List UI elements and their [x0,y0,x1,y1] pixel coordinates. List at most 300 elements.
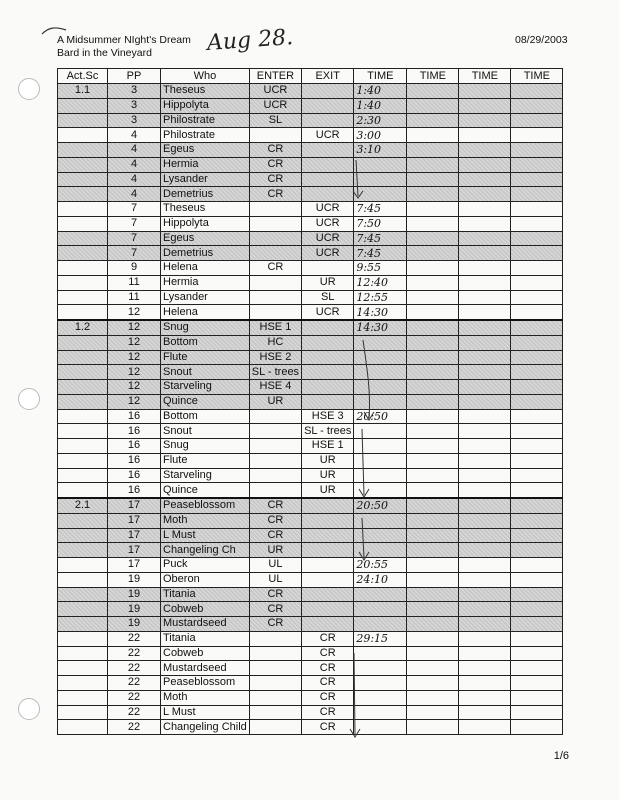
empty-time-cell [511,424,563,439]
time-cell: 7:45 [354,231,407,246]
empty-time-cell [511,365,563,380]
empty-time-cell [407,483,459,498]
empty-time-cell [511,172,563,187]
col-time-4: TIME [511,69,563,84]
empty-time-cell [407,275,459,290]
schedule-row [58,498,563,513]
empty-time-cell [511,261,563,276]
schedule-row [58,365,563,380]
who-cell: Starveling [161,380,250,395]
empty-time-cell [407,720,459,735]
who-cell: Flute [161,453,250,468]
empty-time-cell [459,305,511,320]
pp-cell: 4 [108,187,161,202]
schedule-row [58,275,563,290]
schedule-row [58,335,563,350]
who-cell: Changeling Child [161,720,250,735]
enter-cell: CR [249,602,301,617]
handwritten-date: Aug 28. [206,25,294,56]
pp-cell: 22 [108,690,161,705]
enter-cell: UR [249,543,301,558]
empty-time-cell [459,113,511,128]
empty-time-cell [407,335,459,350]
empty-time-cell [459,468,511,483]
who-cell: Snug [161,320,250,335]
empty-time-cell [459,98,511,113]
act-cell [58,587,108,602]
empty-time-cell [511,498,563,513]
enter-cell [249,231,301,246]
print-date: 08/29/2003 [515,34,568,46]
empty-time-cell [459,290,511,305]
act-cell [58,558,108,573]
exit-cell [302,187,354,202]
empty-time-cell [407,528,459,543]
empty-time-cell [459,587,511,602]
act-cell [58,543,108,558]
empty-time-cell [459,513,511,528]
empty-time-cell [407,202,459,217]
schedule-row [58,84,563,99]
act-cell [58,113,108,128]
exit-cell: SL [302,290,354,305]
enter-cell [249,661,301,676]
pp-cell: 17 [108,498,161,513]
time-cell: 2:30 [354,113,407,128]
pp-cell: 3 [108,113,161,128]
empty-time-cell [511,143,563,158]
enter-cell [249,453,301,468]
act-cell [58,202,108,217]
act-cell [58,424,108,439]
exit-cell: UR [302,453,354,468]
act-cell [58,365,108,380]
who-cell: Demetrius [161,187,250,202]
pp-cell: 12 [108,365,161,380]
empty-time-cell [407,216,459,231]
pp-cell: 11 [108,290,161,305]
enter-cell [249,439,301,454]
col-who: Who [161,69,250,84]
act-cell [58,216,108,231]
empty-time-cell [407,439,459,454]
enter-cell: UCR [249,98,301,113]
enter-cell: CR [249,172,301,187]
pp-cell: 12 [108,394,161,409]
schedule-row [58,676,563,691]
empty-time-cell [459,617,511,632]
empty-time-cell [407,290,459,305]
schedule-row [58,350,563,365]
who-cell: Titania [161,587,250,602]
act-cell [58,380,108,395]
pp-cell: 22 [108,720,161,735]
enter-cell: CR [249,261,301,276]
empty-time-cell [407,409,459,424]
act-cell [58,231,108,246]
pp-cell: 16 [108,468,161,483]
act-cell [58,483,108,498]
empty-time-cell [459,128,511,143]
schedule-row [58,468,563,483]
pp-cell: 3 [108,84,161,99]
who-cell: Peaseblossom [161,676,250,691]
who-cell: Puck [161,558,250,573]
who-cell: Helena [161,261,250,276]
schedule-row [58,705,563,720]
empty-time-cell [407,394,459,409]
empty-time-cell [459,320,511,335]
schedule-row [58,216,563,231]
exit-cell: CR [302,661,354,676]
binder-hole-top [18,78,40,100]
who-cell: Theseus [161,202,250,217]
enter-cell: HSE 1 [249,320,301,335]
exit-cell: SL - trees [302,424,354,439]
who-cell: Demetrius [161,246,250,261]
act-cell [58,275,108,290]
empty-time-cell [459,453,511,468]
enter-cell: CR [249,157,301,172]
who-cell: Philostrate [161,128,250,143]
act-cell [58,676,108,691]
act-cell [58,128,108,143]
empty-time-cell [407,380,459,395]
exit-cell [302,572,354,587]
empty-time-cell [459,558,511,573]
exit-cell: UCR [302,305,354,320]
empty-time-cell [511,453,563,468]
who-cell: Hermia [161,275,250,290]
act-cell [58,290,108,305]
who-cell: Quince [161,483,250,498]
pp-cell: 19 [108,602,161,617]
empty-time-cell [511,409,563,424]
act-cell [58,720,108,735]
who-cell: L Must [161,705,250,720]
exit-cell [302,558,354,573]
pp-cell: 22 [108,646,161,661]
empty-time-cell [407,661,459,676]
empty-time-cell [511,335,563,350]
pp-cell: 16 [108,424,161,439]
who-cell: Snout [161,424,250,439]
schedule-row [58,380,563,395]
exit-cell [302,498,354,513]
enter-cell: UL [249,558,301,573]
who-cell: Changeling Ch [161,543,250,558]
act-cell [58,305,108,320]
schedule-row [58,572,563,587]
empty-time-cell [459,676,511,691]
time-cell: 24:10 [354,572,407,587]
time-cell: 20:50 [354,409,407,424]
who-cell: Lysander [161,172,250,187]
act-cell [58,246,108,261]
who-cell: Bottom [161,335,250,350]
pp-cell: 4 [108,172,161,187]
exit-cell: UCR [302,216,354,231]
who-cell: Moth [161,690,250,705]
empty-time-cell [511,305,563,320]
act-cell [58,439,108,454]
enter-cell: HC [249,335,301,350]
enter-cell: CR [249,528,301,543]
pp-cell: 19 [108,572,161,587]
who-cell: Mustardseed [161,617,250,632]
empty-time-cell [511,439,563,454]
empty-time-cell [459,690,511,705]
exit-cell: UR [302,483,354,498]
empty-time-cell [407,602,459,617]
empty-time-cell [511,558,563,573]
col-time-2: TIME [407,69,459,84]
time-cell: 1:40 [354,84,407,99]
empty-time-cell [459,631,511,646]
enter-cell [249,690,301,705]
empty-time-cell [407,143,459,158]
schedule-row [58,157,563,172]
act-cell [58,617,108,632]
time-cell: 7:45 [354,246,407,261]
who-cell: Snout [161,365,250,380]
empty-time-cell [511,98,563,113]
enter-cell: CR [249,187,301,202]
time-cell [354,587,407,602]
schedule-row [58,143,563,158]
who-cell: Oberon [161,572,250,587]
who-cell: Flute [161,350,250,365]
continuation-arrow [354,427,374,499]
empty-time-cell [511,661,563,676]
enter-cell [249,246,301,261]
pp-cell: 12 [108,350,161,365]
schedule-row [58,602,563,617]
pp-cell: 11 [108,275,161,290]
empty-time-cell [511,275,563,290]
empty-time-cell [407,453,459,468]
exit-cell [302,617,354,632]
empty-time-cell [407,261,459,276]
pp-cell: 7 [108,202,161,217]
who-cell: Mustardseed [161,661,250,676]
enter-cell [249,290,301,305]
enter-cell [249,424,301,439]
who-cell: Cobweb [161,646,250,661]
schedule-row [58,587,563,602]
empty-time-cell [459,187,511,202]
empty-time-cell [407,98,459,113]
enter-cell [249,468,301,483]
exit-cell [302,113,354,128]
empty-time-cell [511,157,563,172]
exit-cell: HSE 3 [302,409,354,424]
empty-time-cell [511,572,563,587]
empty-time-cell [459,246,511,261]
time-cell: 20:55 [354,558,407,573]
empty-time-cell [407,172,459,187]
empty-time-cell [459,350,511,365]
schedule-row [58,202,563,217]
empty-time-cell [511,513,563,528]
pp-cell: 22 [108,705,161,720]
empty-time-cell [407,365,459,380]
empty-time-cell [511,602,563,617]
empty-time-cell [407,631,459,646]
exit-cell [302,350,354,365]
pp-cell: 22 [108,676,161,691]
act-cell [58,528,108,543]
empty-time-cell [407,128,459,143]
time-cell: 3:00 [354,128,407,143]
empty-time-cell [511,84,563,99]
pp-cell: 7 [108,231,161,246]
exit-cell [302,157,354,172]
schedule-row [58,172,563,187]
empty-time-cell [407,705,459,720]
enter-cell [249,646,301,661]
time-cell: 12:40 [354,275,407,290]
empty-time-cell [459,602,511,617]
empty-time-cell [511,216,563,231]
pp-cell: 17 [108,558,161,573]
empty-time-cell [407,187,459,202]
schedule-row [58,439,563,454]
empty-time-cell [407,350,459,365]
schedule-row [58,483,563,498]
exit-cell: CR [302,720,354,735]
act-cell [58,690,108,705]
act-cell [58,335,108,350]
pp-cell: 4 [108,143,161,158]
exit-cell: CR [302,676,354,691]
schedule-row [58,453,563,468]
schedule-row [58,409,563,424]
empty-time-cell [459,720,511,735]
empty-time-cell [407,572,459,587]
empty-time-cell [407,231,459,246]
exit-cell: UCR [302,128,354,143]
schedule-row [58,631,563,646]
empty-time-cell [407,498,459,513]
act-cell [58,172,108,187]
col-pp: PP [108,69,161,84]
pp-cell: 7 [108,246,161,261]
pp-cell: 17 [108,528,161,543]
continuation-arrow [348,158,368,203]
pp-cell: 16 [108,483,161,498]
empty-time-cell [407,468,459,483]
empty-time-cell [459,439,511,454]
enter-cell [249,483,301,498]
act-cell [58,513,108,528]
empty-time-cell [511,646,563,661]
pp-cell: 19 [108,587,161,602]
enter-cell [249,631,301,646]
act-cell: 1.2 [58,320,108,335]
who-cell: Theseus [161,84,250,99]
exit-cell [302,380,354,395]
exit-cell [302,528,354,543]
empty-time-cell [511,468,563,483]
empty-time-cell [459,572,511,587]
who-cell: Quince [161,394,250,409]
schedule-row [58,261,563,276]
pp-cell: 22 [108,661,161,676]
empty-time-cell [511,202,563,217]
empty-time-cell [407,246,459,261]
exit-cell [302,543,354,558]
empty-time-cell [511,631,563,646]
time-cell: 3:10 [354,143,407,158]
empty-time-cell [459,84,511,99]
who-cell: Egeus [161,143,250,158]
pp-cell: 16 [108,453,161,468]
enter-cell: UCR [249,84,301,99]
pp-cell: 19 [108,617,161,632]
who-cell: Philostrate [161,113,250,128]
enter-cell: SL - trees [249,365,301,380]
pp-cell: 16 [108,409,161,424]
schedule-row [58,187,563,202]
act-cell [58,394,108,409]
empty-time-cell [511,380,563,395]
schedule-row [58,513,563,528]
document-title: A Midsummer NIght's Dream [57,34,191,46]
exit-cell [302,513,354,528]
schedule-row [58,543,563,558]
empty-time-cell [459,275,511,290]
empty-time-cell [459,261,511,276]
exit-cell: UCR [302,231,354,246]
empty-time-cell [459,705,511,720]
schedule-row [58,424,563,439]
act-cell [58,261,108,276]
empty-time-cell [511,720,563,735]
enter-cell: SL [249,113,301,128]
schedule-row [58,231,563,246]
pp-cell: 4 [108,157,161,172]
empty-time-cell [407,690,459,705]
binder-hole-middle [18,388,40,410]
schedule-row [58,617,563,632]
act-cell [58,143,108,158]
empty-time-cell [459,528,511,543]
empty-time-cell [459,380,511,395]
act-cell [58,98,108,113]
empty-time-cell [459,335,511,350]
enter-cell [249,305,301,320]
exit-cell [302,365,354,380]
who-cell: Hippolyta [161,216,250,231]
exit-cell [302,320,354,335]
who-cell: L Must [161,528,250,543]
empty-time-cell [407,513,459,528]
empty-time-cell [459,143,511,158]
enter-cell [249,275,301,290]
empty-time-cell [511,290,563,305]
schedule-table [57,68,563,735]
exit-cell: HSE 1 [302,439,354,454]
empty-time-cell [407,587,459,602]
exit-cell [302,335,354,350]
exit-cell [302,587,354,602]
schedule-row [58,305,563,320]
enter-cell [249,409,301,424]
enter-cell: CR [249,587,301,602]
schedule-row [58,646,563,661]
act-cell [58,572,108,587]
